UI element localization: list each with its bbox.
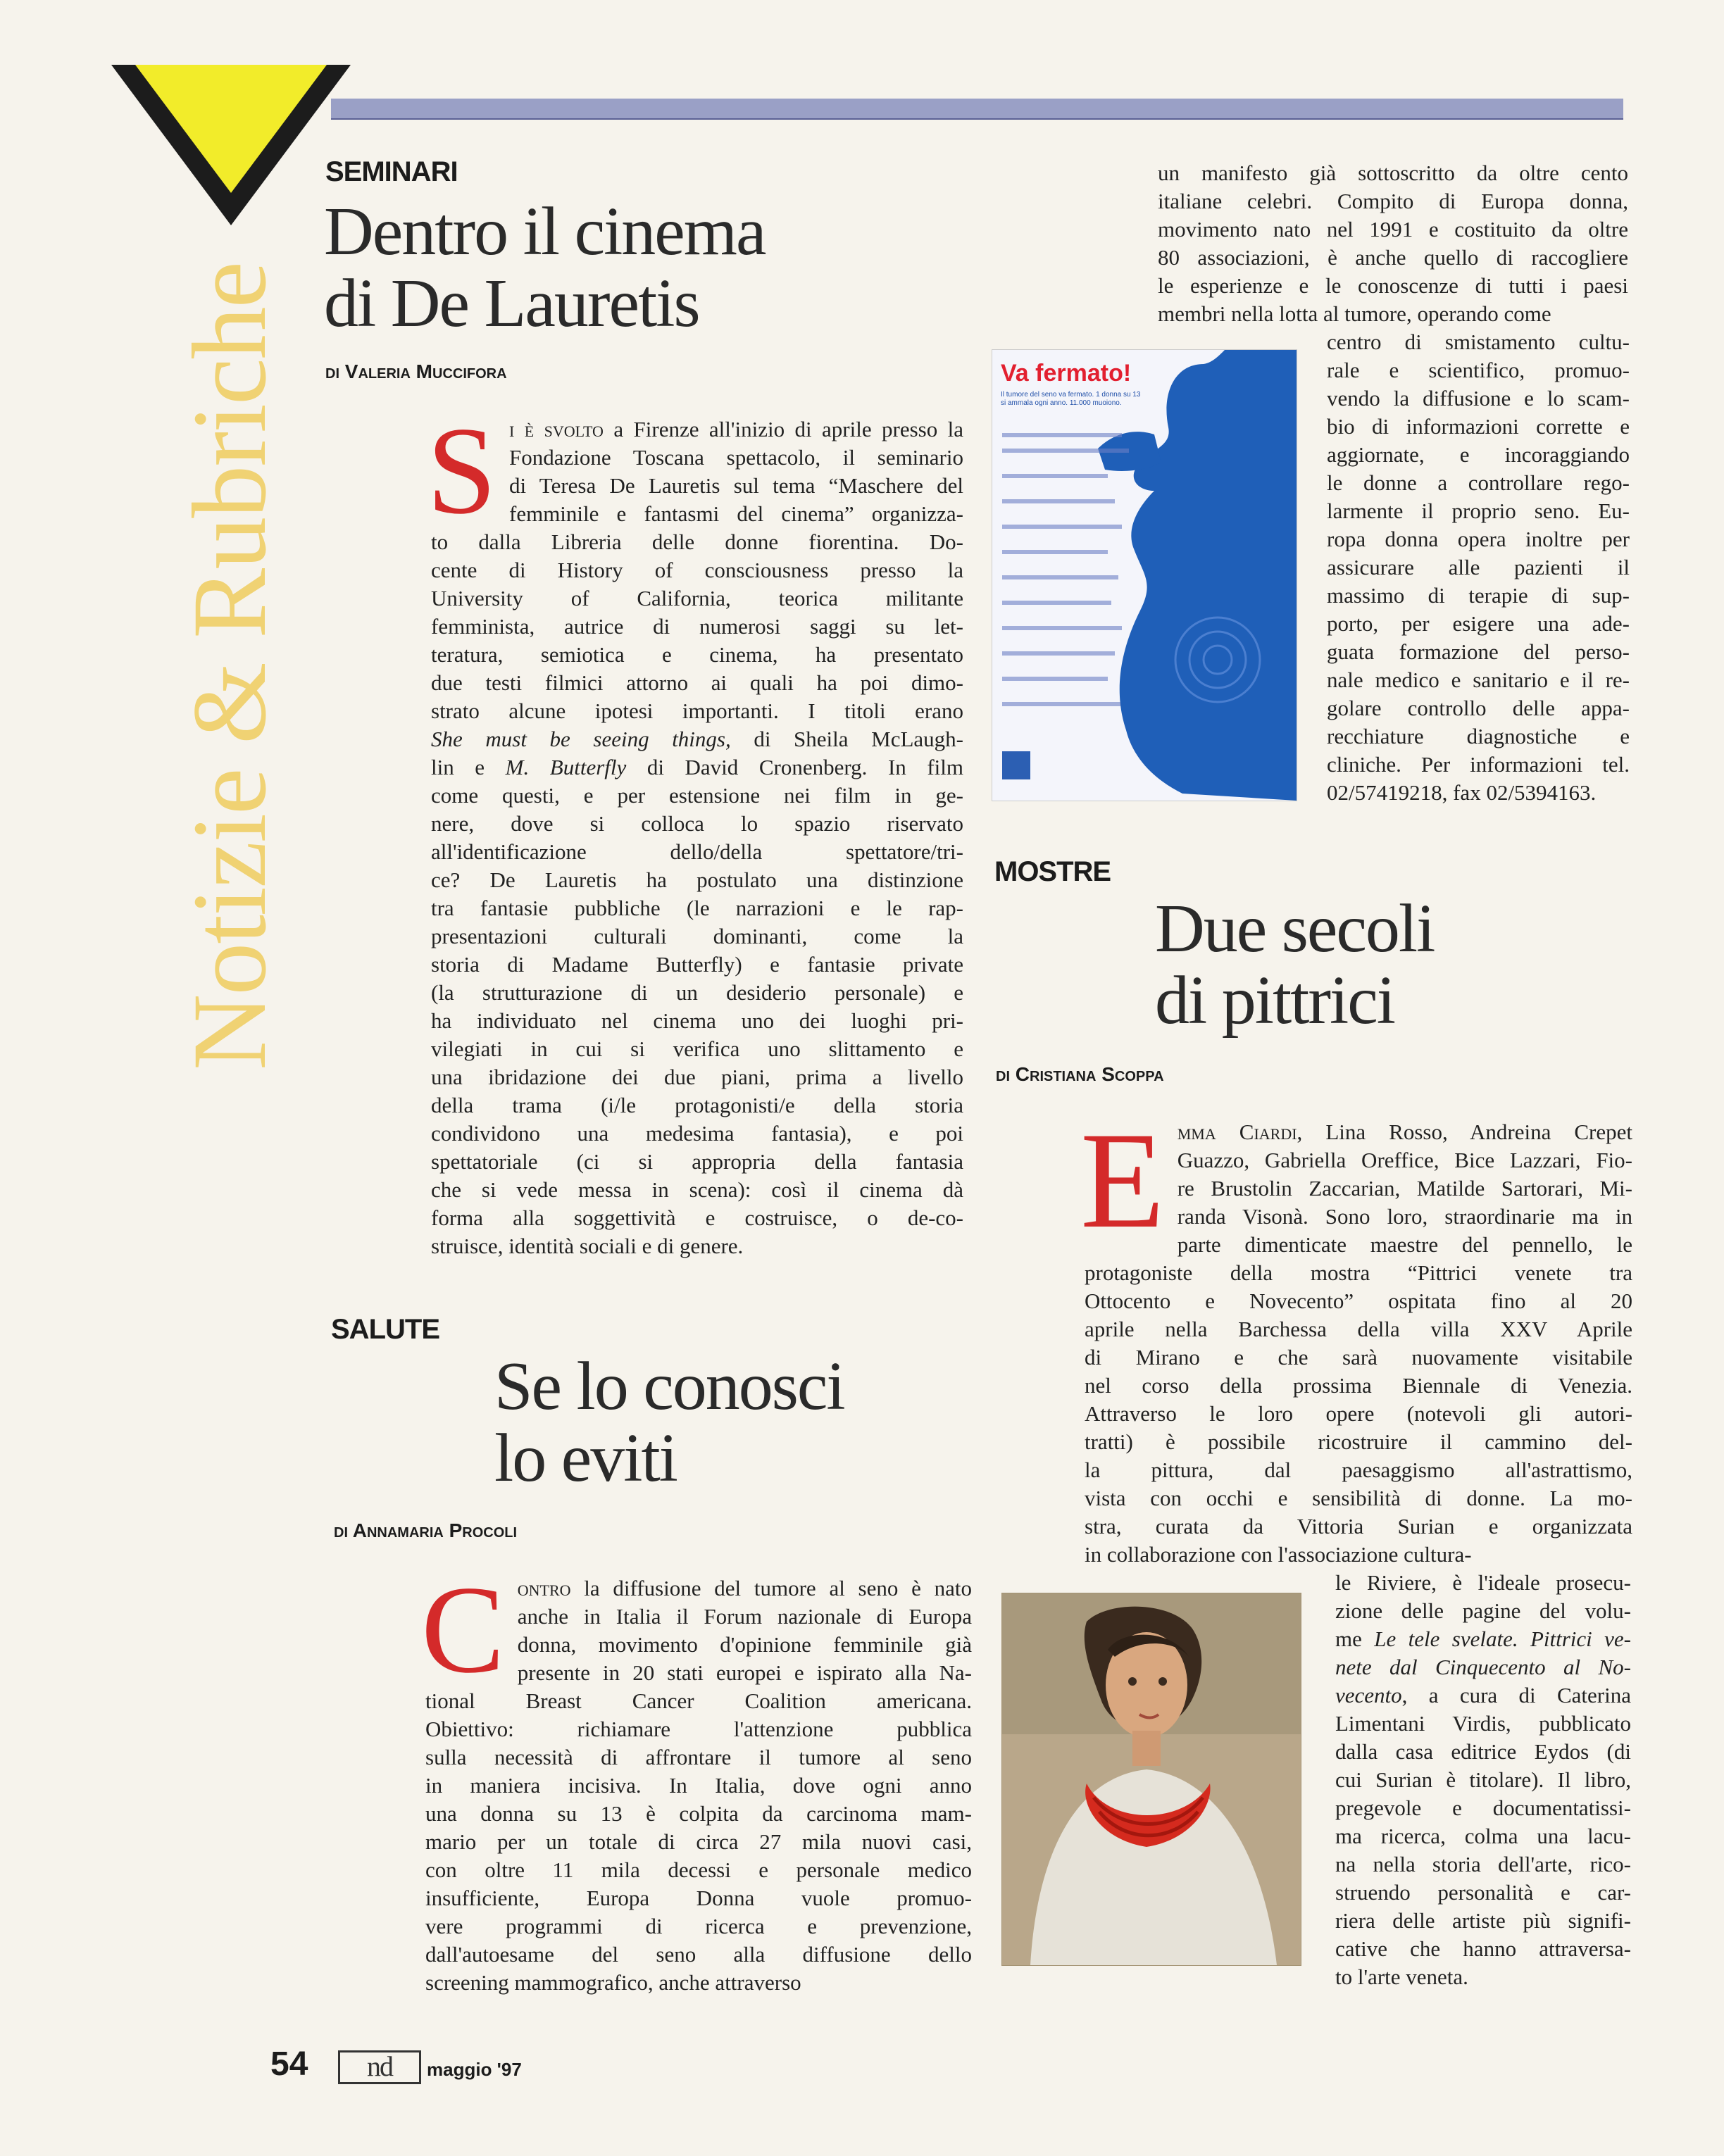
poster-text-line	[1002, 626, 1122, 630]
seminari-body-line: come questi, e per estensione nei film in ge-	[431, 783, 963, 808]
mostre-body-line: Guazzo, Gabriella Oreffice, Bice Lazzari, Fio-	[1177, 1148, 1632, 1172]
mostre-body	[1080, 1104, 1632, 1569]
mostre-side-line: le Riviere, è l'ideale prosecu-	[1335, 1570, 1631, 1595]
portrait-painting	[1001, 1593, 1301, 1966]
seminari-body-line: cente di History of consciousness presso la	[431, 558, 963, 582]
seminari-body-line: struisce, identità sociali e di genere.	[431, 1234, 744, 1258]
mostre-kicker: MOSTRE	[994, 856, 1111, 887]
salute-continuation-line: golare controllo delle appa-	[1327, 696, 1630, 720]
mostre-side-line: cui Surian è titolare). Il libro,	[1335, 1767, 1631, 1792]
mostre-side-line: pregevole e documentatissi-	[1335, 1795, 1631, 1820]
salute-body-line: presente in 20 stati europei e ispirato alla Na-	[517, 1660, 972, 1685]
europa-donna-logo	[1002, 751, 1030, 779]
mostre-headline-line2: di pittrici	[1155, 963, 1394, 1039]
mostre-body-line: la pittura, dal paesaggismo all'astrattismo,	[1085, 1458, 1632, 1482]
poster-text-line	[1002, 433, 1122, 437]
salute-continuation-line: movimento nato nel 1991 e costituito da oltre	[1158, 217, 1628, 242]
poster-text-line	[1002, 651, 1115, 656]
mostre-body-lines	[1085, 1118, 1632, 1569]
seminari-body-line: lin e M. Butterfly di David Cronenberg. In film	[431, 755, 964, 779]
seminari-headline	[324, 196, 958, 339]
seminari-body-line: ce? De Lauretis ha postulato una distinzione	[431, 867, 963, 892]
mostre-body-line: aprile nella Barchessa della villa XXV Aprile	[1085, 1317, 1632, 1341]
salute-continuation-line: rale e scientifico, promuo-	[1327, 358, 1630, 382]
header-rule-bar	[331, 99, 1623, 120]
magazine-logo: nd	[338, 2050, 421, 2084]
mostre-body-line: parte dimenticate maestre del pennello, le	[1177, 1232, 1632, 1257]
salute-byline	[334, 1519, 517, 1542]
salute-continuation-line: nale medico e sanitario e il re-	[1327, 668, 1630, 692]
salute-kicker: SALUTE	[331, 1314, 439, 1345]
mostre-side-line: me Le tele svelate. Pittrici ve-	[1335, 1627, 1632, 1651]
salute-continuation-line: italiane celebri. Compito di Europa donna,	[1158, 189, 1628, 213]
salute-continuation-line: 80 associazioni, è anche quello di raccogliere	[1158, 245, 1628, 270]
salute-body-line	[425, 1574, 972, 1603]
mostre-side-line: to l'arte veneta.	[1335, 1964, 1468, 1989]
poster-text-line	[1002, 677, 1108, 681]
seminari-body-line: di Teresa De Lauretis sul tema “Maschere del	[509, 473, 963, 498]
salute-continuation-line: assicurare alle pazienti il	[1327, 555, 1630, 579]
seminari-body-line: una ibridazione dei due piani, prima a livello	[431, 1065, 963, 1089]
lead-line-rest: la diffusione del tumore al seno è nato	[584, 1576, 973, 1600]
mostre-body-line	[1085, 1118, 1632, 1146]
seminari-body-line: due testi filmici attorno ai quali ha poi dimo-	[431, 670, 963, 695]
poster-text-line	[1002, 575, 1118, 579]
seminari-headline-line2: di De Lauretis	[324, 265, 699, 341]
mostre-side-line: cative che hanno attraversa-	[1335, 1936, 1631, 1961]
salute-continuation-side-lines	[1327, 328, 1630, 807]
seminari-body-line: presentazioni culturali dominanti, come la	[431, 924, 963, 948]
mostre-body-side-lines	[1335, 1569, 1631, 1991]
issue-date: maggio '97	[427, 2059, 522, 2080]
salute-dropcap: C	[421, 1560, 505, 1699]
seminari-body-line: che si vede messa in scena): così il cinema dà	[431, 1177, 963, 1202]
mostre-body-line: Ottocento e Novecento” ospitata fino al 20	[1085, 1289, 1632, 1313]
seminari-body-lines	[431, 415, 963, 1260]
salute-body-line: con oltre 11 mila decessi e personale medico	[425, 1857, 972, 1882]
salute-continuation-line: ropa donna opera inoltre per	[1327, 527, 1630, 551]
salute-body-line: una donna su 13 è colpita da carcinoma mam-	[425, 1801, 972, 1826]
mostre-byline	[996, 1063, 1164, 1086]
poster-text-line	[1002, 702, 1120, 706]
salute-body-line: insufficiente, Europa Donna vuole promuo-	[425, 1886, 972, 1910]
salute-continuation-line: guata formazione del perso-	[1327, 639, 1630, 664]
salute-continuation-line: un manifesto già sottoscritto da oltre cento	[1158, 161, 1628, 185]
seminari-body-line: University of California, teorica militante	[431, 586, 963, 610]
mostre-body-line: Attraverso le loro opere (notevoli gli autori-	[1085, 1401, 1632, 1426]
salute-continuation-side	[1327, 328, 1630, 807]
salute-body-line: mario per un totale di circa 27 mila nuovi casi,	[425, 1829, 972, 1854]
mostre-side-line: ma ricerca, colma una lacu-	[1335, 1824, 1631, 1848]
mostre-body-line: re Brustolin Zaccarian, Matilde Sartorari, Mi-	[1177, 1176, 1632, 1201]
salute-continuation-line: cliniche. Per informazioni tel.	[1327, 752, 1630, 777]
seminari-body-line: femminista, autrice di numerosi saggi su let-	[431, 614, 963, 639]
poster-text-line	[1002, 449, 1129, 453]
poster-title: Va fermato!	[1001, 360, 1132, 387]
seminari-body-line: all'identificazione dello/della spettatore/tri-	[431, 839, 963, 864]
poster-text-line	[1002, 525, 1122, 529]
mostre-body-line: protagoniste della mostra “Pittrici venete tra	[1085, 1260, 1632, 1285]
mostre-body-line: tratti) è possibile ricostruire il cammino del-	[1085, 1429, 1632, 1454]
seminari-body-line: to dalla Libreria delle donne fiorentina. Do-	[431, 529, 963, 554]
poster-text-line	[1002, 499, 1115, 503]
salute-continuation-line: vendo la diffusione e lo scam-	[1327, 386, 1630, 410]
mostre-byline-text: di Cristiana Scoppa	[996, 1063, 1164, 1085]
seminari-body-line: ha individuato nel cinema uno dei luoghi pri-	[431, 1008, 963, 1033]
salute-body-line: sulla necessità di affrontare il tumore al seno	[425, 1745, 972, 1769]
salute-body-line: screening mammografico, anche attraverso	[425, 1970, 801, 1995]
seminari-headline-line1: Dentro il cinema	[324, 194, 766, 270]
salute-continuation-line: membri nella lotta al tumore, operando come	[1158, 301, 1551, 326]
seminari-body-line: condividono una medesima fantasia), e poi	[431, 1121, 963, 1146]
salute-body	[421, 1560, 973, 1997]
mostre-side-line: nete dal Cinquecento al No-	[1335, 1655, 1631, 1679]
salute-body-lines	[425, 1574, 972, 1997]
salute-body-line: anche in Italia il Forum nazionale di Europa	[517, 1604, 972, 1629]
salute-body-line: vere programmi di ricerca e prevenzione,	[425, 1914, 972, 1938]
mostre-side-line: riera delle artiste più signifi-	[1335, 1908, 1631, 1933]
seminari-kicker: SEMINARI	[325, 156, 458, 187]
salute-body-line: dall'autoesame del seno alla diffusione dello	[425, 1942, 972, 1967]
salute-continuation-line: le donne a controllare rego-	[1327, 470, 1630, 495]
mostre-headline	[1155, 891, 1648, 1039]
mostre-body-line: in collaborazione con l'associazione cultura-	[1085, 1542, 1472, 1567]
salute-body-line: tional Breast Cancer Coalition americana.	[425, 1688, 972, 1713]
salute-continuation-line: porto, per esigere una ade-	[1327, 611, 1630, 636]
mostre-side-line: struendo personalità e car-	[1335, 1880, 1631, 1905]
seminari-body-line: nere, dove si colloca lo spazio riservato	[431, 811, 963, 836]
seminari-body-line: strato alcune ipotesi importanti. I titoli erano	[431, 698, 963, 723]
seminari-body-line: teratura, semiotica e cinema, ha presentato	[431, 642, 963, 667]
salute-continuation-top-lines	[1158, 159, 1628, 328]
seminari-body-line: forma alla soggettività e costruisce, o de-co-	[431, 1205, 963, 1230]
corner-triangle-yellow	[135, 65, 327, 193]
mostre-side-line: Limentani Virdis, pubblicato	[1335, 1711, 1631, 1736]
europa-donna-poster	[992, 349, 1297, 801]
salute-body-line: in maniera incisiva. In Italia, dove ogni anno	[425, 1773, 972, 1798]
lead-line-rest: Lina Rosso, Andreina Crepet	[1325, 1120, 1632, 1144]
seminari-body-line: She must be seeing things, di Sheila McLaugh-	[431, 727, 963, 751]
poster-text-line	[1002, 550, 1108, 554]
mostre-body-line: randa Visonà. Sono loro, straordinarie ma in	[1177, 1204, 1632, 1229]
mostre-lead-smallcaps: mma Ciardi,	[1177, 1120, 1303, 1144]
mostre-side-line: vecento, a cura di Caterina	[1335, 1683, 1631, 1707]
lead-line-rest: a Firenze all'inizio di aprile presso la	[613, 417, 963, 441]
salute-continuation-line: 02/57419218, fax 02/5394163.	[1327, 780, 1597, 805]
poster-text-line	[1002, 474, 1108, 478]
seminari-body-line: Fondazione Toscana spettacolo, il seminario	[509, 445, 963, 470]
salute-continuation-line: recchiature diagnostiche e	[1327, 724, 1630, 748]
mostre-side-line: na nella storia dell'arte, rico-	[1335, 1852, 1631, 1876]
mostre-body-line: di Mirano e che sarà nuovamente visitabile	[1085, 1345, 1632, 1370]
salute-byline-text: di Annamaria Procoli	[334, 1519, 518, 1541]
salute-continuation-line: le esperienze e le conoscenze di tutti i paesi	[1158, 273, 1628, 298]
mostre-dropcap: E	[1080, 1104, 1165, 1257]
mostre-side-line: zione delle pagine del volu-	[1335, 1598, 1631, 1623]
salute-continuation-line: aggiornate, e incoraggiando	[1327, 442, 1630, 467]
seminari-lead-smallcaps: i è svolto	[509, 417, 604, 441]
salute-continuation-line: bio di informazioni corrette e	[1327, 414, 1630, 439]
poster-text-line	[1002, 601, 1111, 605]
mostre-body-line: vista con occhi e sensibilità di donne. La mo-	[1085, 1486, 1632, 1510]
page-number: 54	[270, 2045, 308, 2083]
seminari-body	[427, 401, 964, 1260]
mostre-headline-line1: Due secoli	[1155, 891, 1435, 967]
seminari-body-line: storia di Madame Butterfly) e fantasie private	[431, 952, 963, 977]
seminari-body-line: vilegiati in cui si verifica uno slittamento e	[431, 1036, 963, 1061]
salute-body-line: donna, movimento d'opinione femminile già	[517, 1632, 972, 1657]
salute-continuation-top	[1158, 159, 1628, 328]
seminari-byline	[325, 361, 507, 383]
seminari-byline-text: di Valeria Muccifora	[325, 361, 507, 382]
salute-continuation-line: massimo di terapie di sup-	[1327, 583, 1630, 608]
salute-continuation-line: centro di smistamento cultu-	[1327, 330, 1630, 354]
mostre-body-side	[1335, 1569, 1631, 1991]
salute-headline-line2: lo eviti	[494, 1420, 677, 1496]
seminari-body-line: tra fantasie pubbliche (le narrazioni e le rap-	[431, 896, 963, 920]
seminari-body-line: (la strutturazione di un desiderio personale) e	[431, 980, 963, 1005]
seminari-body-line: femminile e fantasmi del cinema” organizza-	[509, 501, 963, 526]
salute-body-line: Obiettivo: richiamare l'attenzione pubblica	[425, 1717, 972, 1741]
portrait-painting-art	[1002, 1593, 1301, 1965]
mostre-body-line: stra, curata da Vittoria Surian e organizzata	[1085, 1514, 1632, 1538]
salute-headline-line1: Se lo conosci	[494, 1348, 844, 1424]
seminari-body-line: spettatoriale (ci si appropria della fantasia	[431, 1149, 963, 1174]
mostre-body-line: nel corso della prossima Biennale di Venezia.	[1085, 1373, 1632, 1398]
mostre-side-line: dalla casa editrice Eydos (di	[1335, 1739, 1631, 1764]
salute-continuation-line: larmente il proprio seno. Eu-	[1327, 499, 1630, 523]
poster-subtitle: Il tumore del seno va fermato. 1 donna su 13 si ammala ogni anno. 11.000 muoiono.	[1001, 391, 1141, 407]
salute-lead-smallcaps: ontro	[517, 1576, 571, 1600]
seminari-dropcap: S	[427, 401, 496, 540]
seminari-body-line	[431, 415, 963, 444]
section-title-vertical: Notizie & Rubriche	[171, 262, 288, 1070]
salute-headline	[494, 1350, 987, 1494]
seminari-body-line: della trama (i/le protagonisti/e della storia	[431, 1093, 963, 1117]
